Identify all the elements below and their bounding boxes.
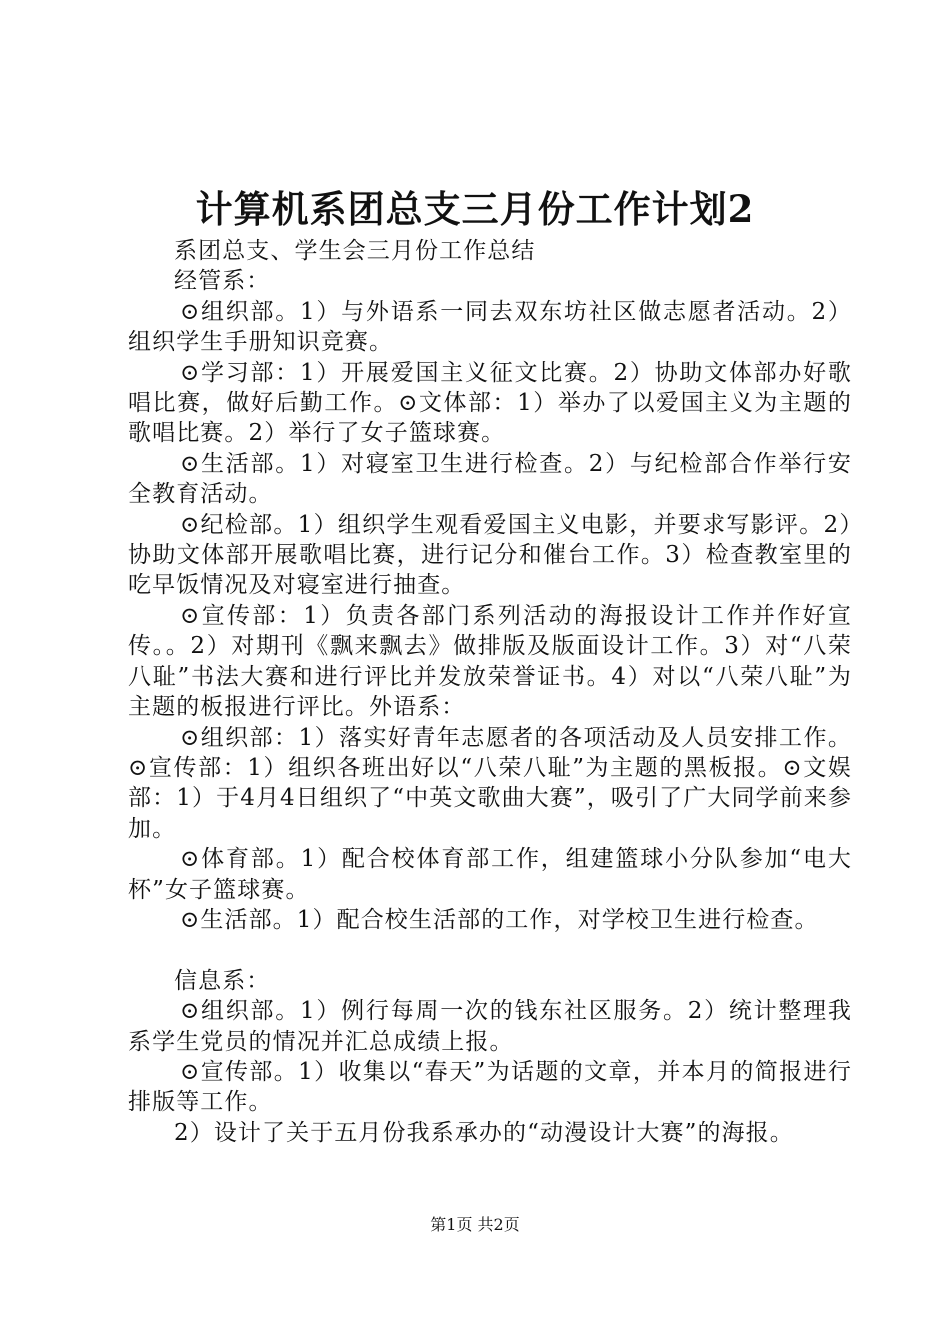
document-body <box>128 236 852 1148</box>
paragraph: ⊙组织部：1）落实好青年志愿者的各项活动及人员安排工作。⊙宣传部：1）组织各班出好以“八荣八耻”为主题的黑板报。⊙文娱部：1）于4月4日组织了“中英文歌曲大赛”，吸引了广大同学前来参加。 <box>128 724 852 842</box>
paragraph: 2）设计了关于五月份我系承办的“动漫设计大赛”的海报。 <box>174 1119 794 1146</box>
paragraph-dept-xinxi: 信息系： <box>174 967 271 994</box>
document-title: 计算机系团总支三月份工作计划2 <box>195 187 755 231</box>
paragraph: ⊙宣传部。1）收集以“春天”为话题的文章，并本月的简报进行排版等工作。 <box>128 1058 852 1116</box>
page-footer: 第1页 共2页 <box>430 1215 520 1234</box>
paragraph-dept-jingguan: 经管系： <box>174 268 271 295</box>
blank-line <box>128 935 852 965</box>
paragraph: ⊙生活部。1）配合校生活部的工作，对学校卫生进行检查。 <box>180 906 819 933</box>
paragraph-summary-heading: 系团总支、学生会三月份工作总结 <box>174 238 536 264</box>
paragraph: ⊙纪检部。1）组织学生观看爱国主义电影，并要求写影评。2）协助文体部开展歌唱比赛，进行记分和催台工作。3）检查教室里的吃早饭情况及对寝室进行抽查。 <box>128 511 852 599</box>
paragraph: ⊙生活部。1）对寝室卫生进行检查。2）与纪检部合作举行安全教育活动。 <box>128 450 852 508</box>
paragraph: ⊙体育部。1）配合校体育部工作，组建篮球小分队参加“电大杯”女子篮球赛。 <box>128 846 852 903</box>
paragraph: ⊙宣传部：1）负责各部门系列活动的海报设计工作并作好宣传。。2）对期刊《飘来飘去》做排版及版面设计工作。3）对“八荣八耻”书法大赛和进行评比并发放荣誉证书。4）对以“八荣八耻”为主题的板报进行评比。外语系： <box>128 602 852 721</box>
paragraph: ⊙组织部。1）例行每周一次的钱东社区服务。2）统计整理我系学生党员的情况并汇总成绩上报。 <box>128 998 852 1055</box>
paragraph: ⊙组织部。1）与外语系一同去双东坊社区做志愿者活动。2）组织学生手册知识竞赛。 <box>128 298 852 356</box>
paragraph: ⊙学习部：1）开展爱国主义征文比赛。2）协助文体部办好歌唱比赛，做好后勤工作。⊙文体部：1）举办了以爱国主义为主题的歌唱比赛。2）举行了女子篮球赛。 <box>128 359 852 447</box>
